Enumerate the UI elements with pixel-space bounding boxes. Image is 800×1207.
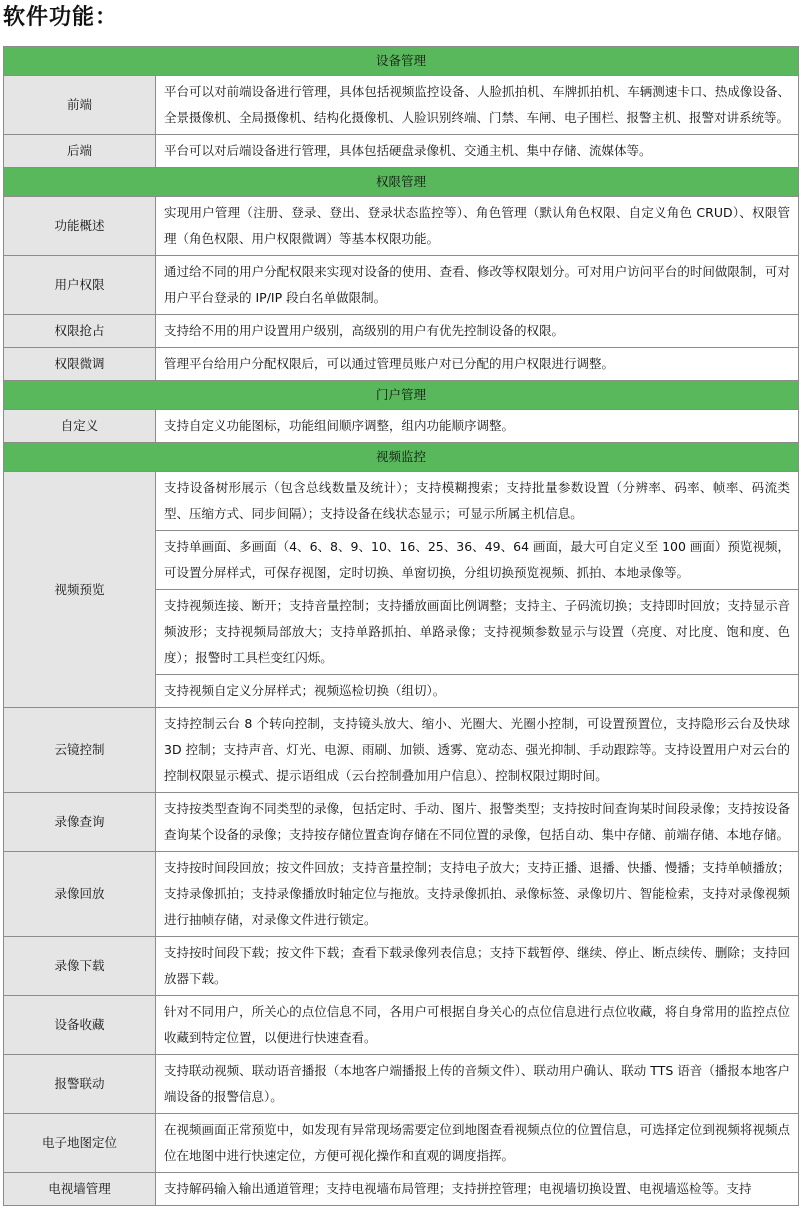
section-header: 视频监控 [4,443,799,472]
table-row [4,937,799,996]
feature-description: 支持设备树形展示（包含总线数量及统计）；支持模糊搜索；支持批量参数设置（分辨率、码率、帧率、码流类型、压缩方式、同步间隔）；支持设备在线状态显示；可显示所属主机信息。 [156,472,799,531]
feature-description: 通过给不同的用户分配权限来实现对设备的使用、查看、修改等权限划分。可对用户访问平台的时间做限制，可对用户平台登录的 IP/IP 段白名单做限制。 [156,256,799,315]
table-row [4,1114,799,1173]
section-header: 门户管理 [4,381,799,410]
feature-description: 针对不同用户，所关心的点位信息不同，各用户可根据自身关心的点位信息进行点位收藏，将自身常用的监控点位收藏到特定位置，以便进行快速查看。 [156,996,799,1055]
feature-name: 报警联动 [4,1055,156,1114]
feature-description: 支持联动视频、联动语音播报（本地客户端播报上传的音频文件）、联动用户确认、联动 TTS 语音（播报本地客户端设备的报警信息）。 [156,1055,799,1114]
table-row [4,1055,799,1114]
feature-description: 支持自定义功能图标，功能组间顺序调整，组内功能顺序调整。 [156,410,799,443]
feature-description: 支持给不用的用户设置用户级别，高级别的用户有优先控制设备的权限。 [156,315,799,348]
feature-description: 平台可以对前端设备进行管理，具体包括视频监控设备、人脸抓拍机、车牌抓拍机、车辆测速卡口、热成像设备、全景摄像机、全局摄像机、结构化摄像机、人脸识别终端、门禁、车闸、电子围栏、报警主机、报警对讲系统等。 [156,76,799,135]
table-row [4,793,799,852]
page-title: 软件功能： [3,5,119,30]
section-header: 设备管理 [4,47,799,76]
table-row [4,348,799,381]
feature-name: 电视墙管理 [4,1173,156,1206]
feature-name: 用户权限 [4,256,156,315]
table-row [4,76,799,135]
feature-description: 支持单画面、多画面（4、6、8、9、10、16、25、36、49、64 画面，最大可自定义至 100 画面）预览视频，可设置分屏样式，可保存视图，定时切换、单窗切换，分组切换预览视频、抓拍、本地录像等。 [156,531,799,590]
feature-description: 支持按时间段下载；按文件下载；查看下载录像列表信息；支持下载暂停、继续、停止、断点续传、删除；支持回放器下载。 [156,937,799,996]
feature-description: 支持解码输入输出通道管理；支持电视墙布局管理；支持拼控管理；电视墙切换设置、电视墙巡检等。支持 [156,1173,799,1206]
feature-description: 支持控制云台 8 个转向控制，支持镜头放大、缩小、光圈大、光圈小控制，可设置预置位，支持隐形云台及快球 3D 控制；支持声音、灯光、电源、雨刷、加锁、透雾、宽动态、强光抑制、手动跟踪等。支持设置用户对云台的控制权限显示模式、提示语组成（云台控制叠加用户信息）、控制权限过期时间。 [156,708,799,793]
feature-description: 实现用户管理（注册、登录、登出、登录状态监控等）、角色管理（默认角色权限、自定义角色 CRUD）、权限管理（角色权限、用户权限微调）等基本权限功能。 [156,197,799,256]
feature-name: 电子地图定位 [4,1114,156,1173]
feature-description: 支持按类型查询不同类型的录像，包括定时、手动、图片、报警类型；支持按时间查询某时间段录像；支持按设备查询某个设备的录像；支持按存储位置查询存储在不同位置的录像，包括自动、集中存储、前端存储、本地存储。 [156,793,799,852]
section-header-row [4,443,799,472]
table-row [4,410,799,443]
table-row [4,315,799,348]
feature-description: 管理平台给用户分配权限后，可以通过管理员账户对已分配的用户权限进行调整。 [156,348,799,381]
table-row [4,852,799,937]
table-row [4,197,799,256]
section-header-row [4,168,799,197]
table-row [4,256,799,315]
feature-name: 前端 [4,76,156,135]
table-row [4,472,799,531]
feature-name: 设备收藏 [4,996,156,1055]
feature-description: 支持视频连接、断开；支持音量控制；支持播放画面比例调整；支持主、子码流切换；支持即时回放；支持显示音频波形；支持视频局部放大；支持单路抓拍、单路录像；支持视频参数显示与设置（亮度、对比度、饱和度、色度）；报警时工具栏变红闪烁。 [156,590,799,675]
section-header-row [4,381,799,410]
section-header-row [4,47,799,76]
feature-description: 支持视频自定义分屏样式；视频巡检切换（组切）。 [156,675,799,708]
feature-description: 在视频画面正常预览中，如发现有异常现场需要定位到地图查看视频点位的位置信息，可选择定位到视频将视频点位在地图中进行快速定位，方便可视化操作和直观的调度指挥。 [156,1114,799,1173]
feature-name: 后端 [4,135,156,168]
feature-name: 录像下载 [4,937,156,996]
feature-table [3,46,799,1206]
feature-name: 视频预览 [4,472,156,708]
table-row [4,996,799,1055]
feature-name: 权限微调 [4,348,156,381]
feature-name: 云镜控制 [4,708,156,793]
feature-description: 支持按时间段回放；按文件回放；支持音量控制；支持电子放大；支持正播、退播、快播、慢播；支持单帧播放；支持录像抓拍；支持录像播放时轴定位与拖放。支持录像抓拍、录像标签、录像切片、智能检索，支持对录像视频进行抽帧存储，对录像文件进行锁定。 [156,852,799,937]
feature-name: 自定义 [4,410,156,443]
section-header: 权限管理 [4,168,799,197]
table-row [4,708,799,793]
feature-name: 录像查询 [4,793,156,852]
feature-name: 录像回放 [4,852,156,937]
feature-name: 权限抢占 [4,315,156,348]
table-row [4,135,799,168]
feature-description: 平台可以对后端设备进行管理，具体包括硬盘录像机、交通主机、集中存储、流媒体等。 [156,135,799,168]
table-row [4,1173,799,1206]
feature-name: 功能概述 [4,197,156,256]
